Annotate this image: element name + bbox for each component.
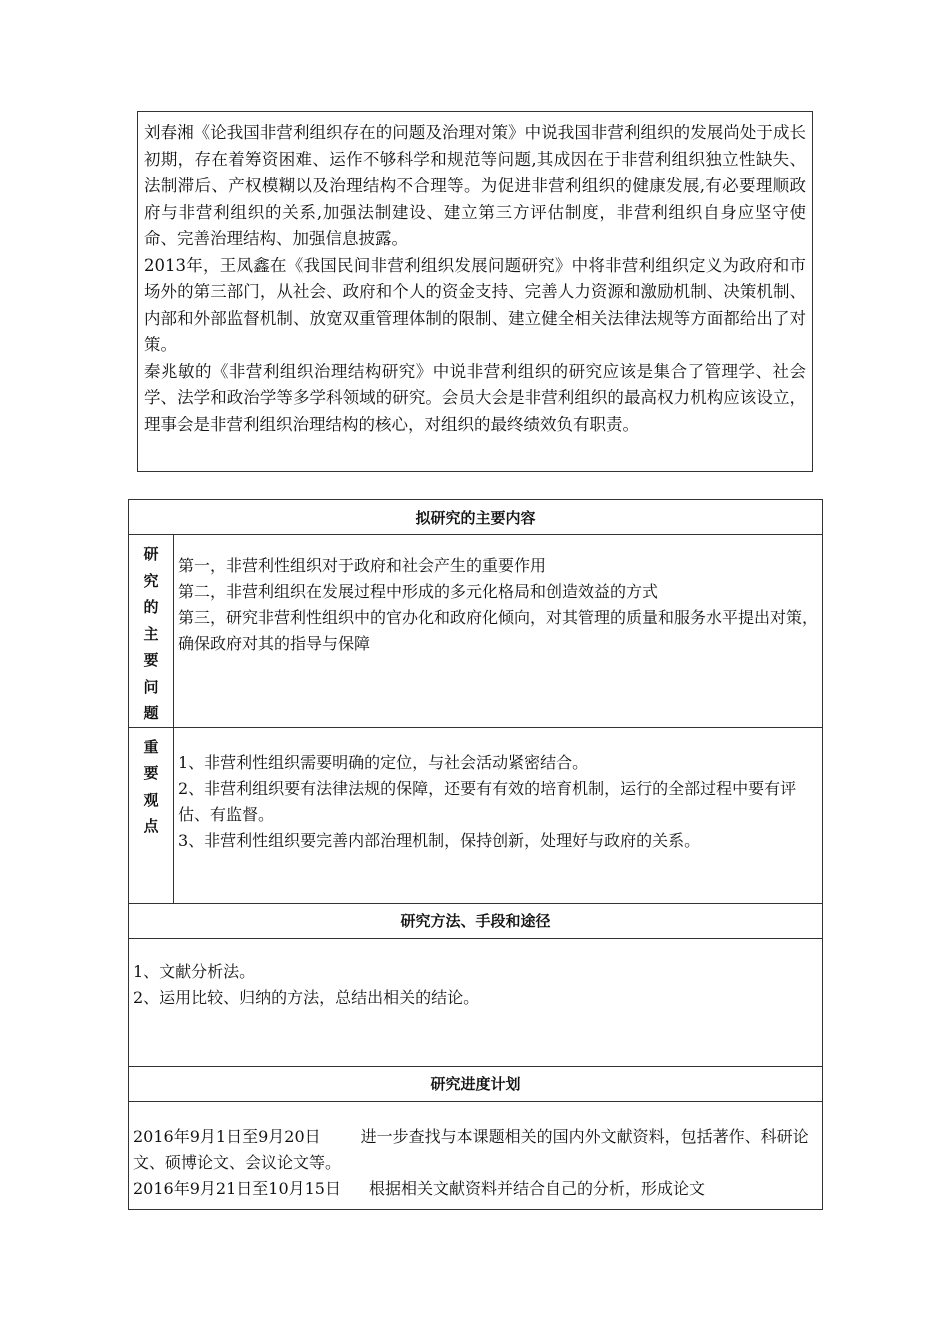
schedule-content — [129, 1101, 823, 1209]
list-item: 2、运用比较、归纳的方法，总结出相关的结论。 — [133, 987, 480, 1007]
list-item: 2、非营利组织要有法律法规的保障，还要有有效的培育机制，运行的全部过程中要有评估、有监督。 — [178, 778, 797, 824]
schedule-row — [133, 1176, 818, 1202]
schedule-date: 2016年9月1日至9月20日 — [133, 1126, 321, 1146]
questions-content — [174, 535, 823, 728]
literature-paragraph: 2013年，王凤鑫在《我国民间非营利组织发展问题研究》中将非营利组织定义为政府和市场外的第三部门，从社会、政府和个人的资金支持、完善人力资源和激励机制、决策机制、内部和外部监督机制、放宽双重管理体制的限制、建立健全相关法律法规等方面都给出了对策。 — [144, 255, 806, 354]
viewpoints-label: 重 要 观 点 — [129, 727, 174, 903]
schedule-header: 研究进度计划 — [129, 1066, 823, 1101]
schedule-date: 2016年9月21日至10月15日 — [133, 1178, 341, 1198]
list-item: 第一，非营利性组织对于政府和社会产生的重要作用 — [178, 556, 547, 575]
main-content-header: 拟研究的主要内容 — [129, 500, 823, 535]
list-item: 3、非营利性组织要完善内部治理机制，保持创新，处理好与政府的关系。 — [178, 830, 701, 850]
list-item: 第二，非营利组织在发展过程中形成的多元化格局和创造效益的方式 — [178, 582, 659, 601]
literature-paragraph: 秦兆敏的《非营利组织治理结构研究》中说非营利组织的研究应该是集合了管理学、社会学、法学和政治学等多学科领域的研究。会员大会是非营利组织的最高权力机构应该设立，理事会是非营利组织治理结构的核心，对组织的最终绩效负有职责。 — [144, 361, 806, 434]
list-item: 第三，研究非营利性组织中的官办化和政府化倾向，对其管理的质量和服务水平提出对策，确保政府对其的指导与保障 — [178, 608, 819, 653]
questions-label: 研 究 的 主 要 问 题 — [129, 535, 174, 728]
literature-paragraph: 刘春湘《论我国非营利组织存在的问题及治理对策》中说我国非营利组织的发展尚处于成长初期，存在着筹资困难、运作不够科学和规范等问题,其成因在于非营利组织独立性缺失、法制滞后、产权模糊以及治理结构不合理等。为促进非营利组织的健康发展,有必要理顺政府与非营利组织的关系,加强法制建设、建立第三方评估制度，非营利组织自身应坚守使命、完善治理结构、加强信息披露。 — [144, 123, 806, 248]
list-item: 1、文献分析法。 — [133, 961, 256, 981]
methods-content — [129, 938, 823, 1066]
research-plan-table — [128, 499, 823, 1210]
list-item: 1、非营利性组织需要明确的定位，与社会活动紧密结合。 — [178, 752, 589, 772]
viewpoints-content — [174, 727, 823, 903]
methods-header: 研究方法、手段和途径 — [129, 903, 823, 938]
schedule-desc: 进一步查找与本课题相关的国内外文献资料，包括著作、科研论文、硕博论文、会议论文等。 — [133, 1126, 809, 1172]
literature-review-box — [137, 111, 813, 472]
schedule-row — [133, 1124, 818, 1176]
schedule-desc: 根据相关文献资料并结合自己的分析，形成论文 — [368, 1178, 705, 1198]
